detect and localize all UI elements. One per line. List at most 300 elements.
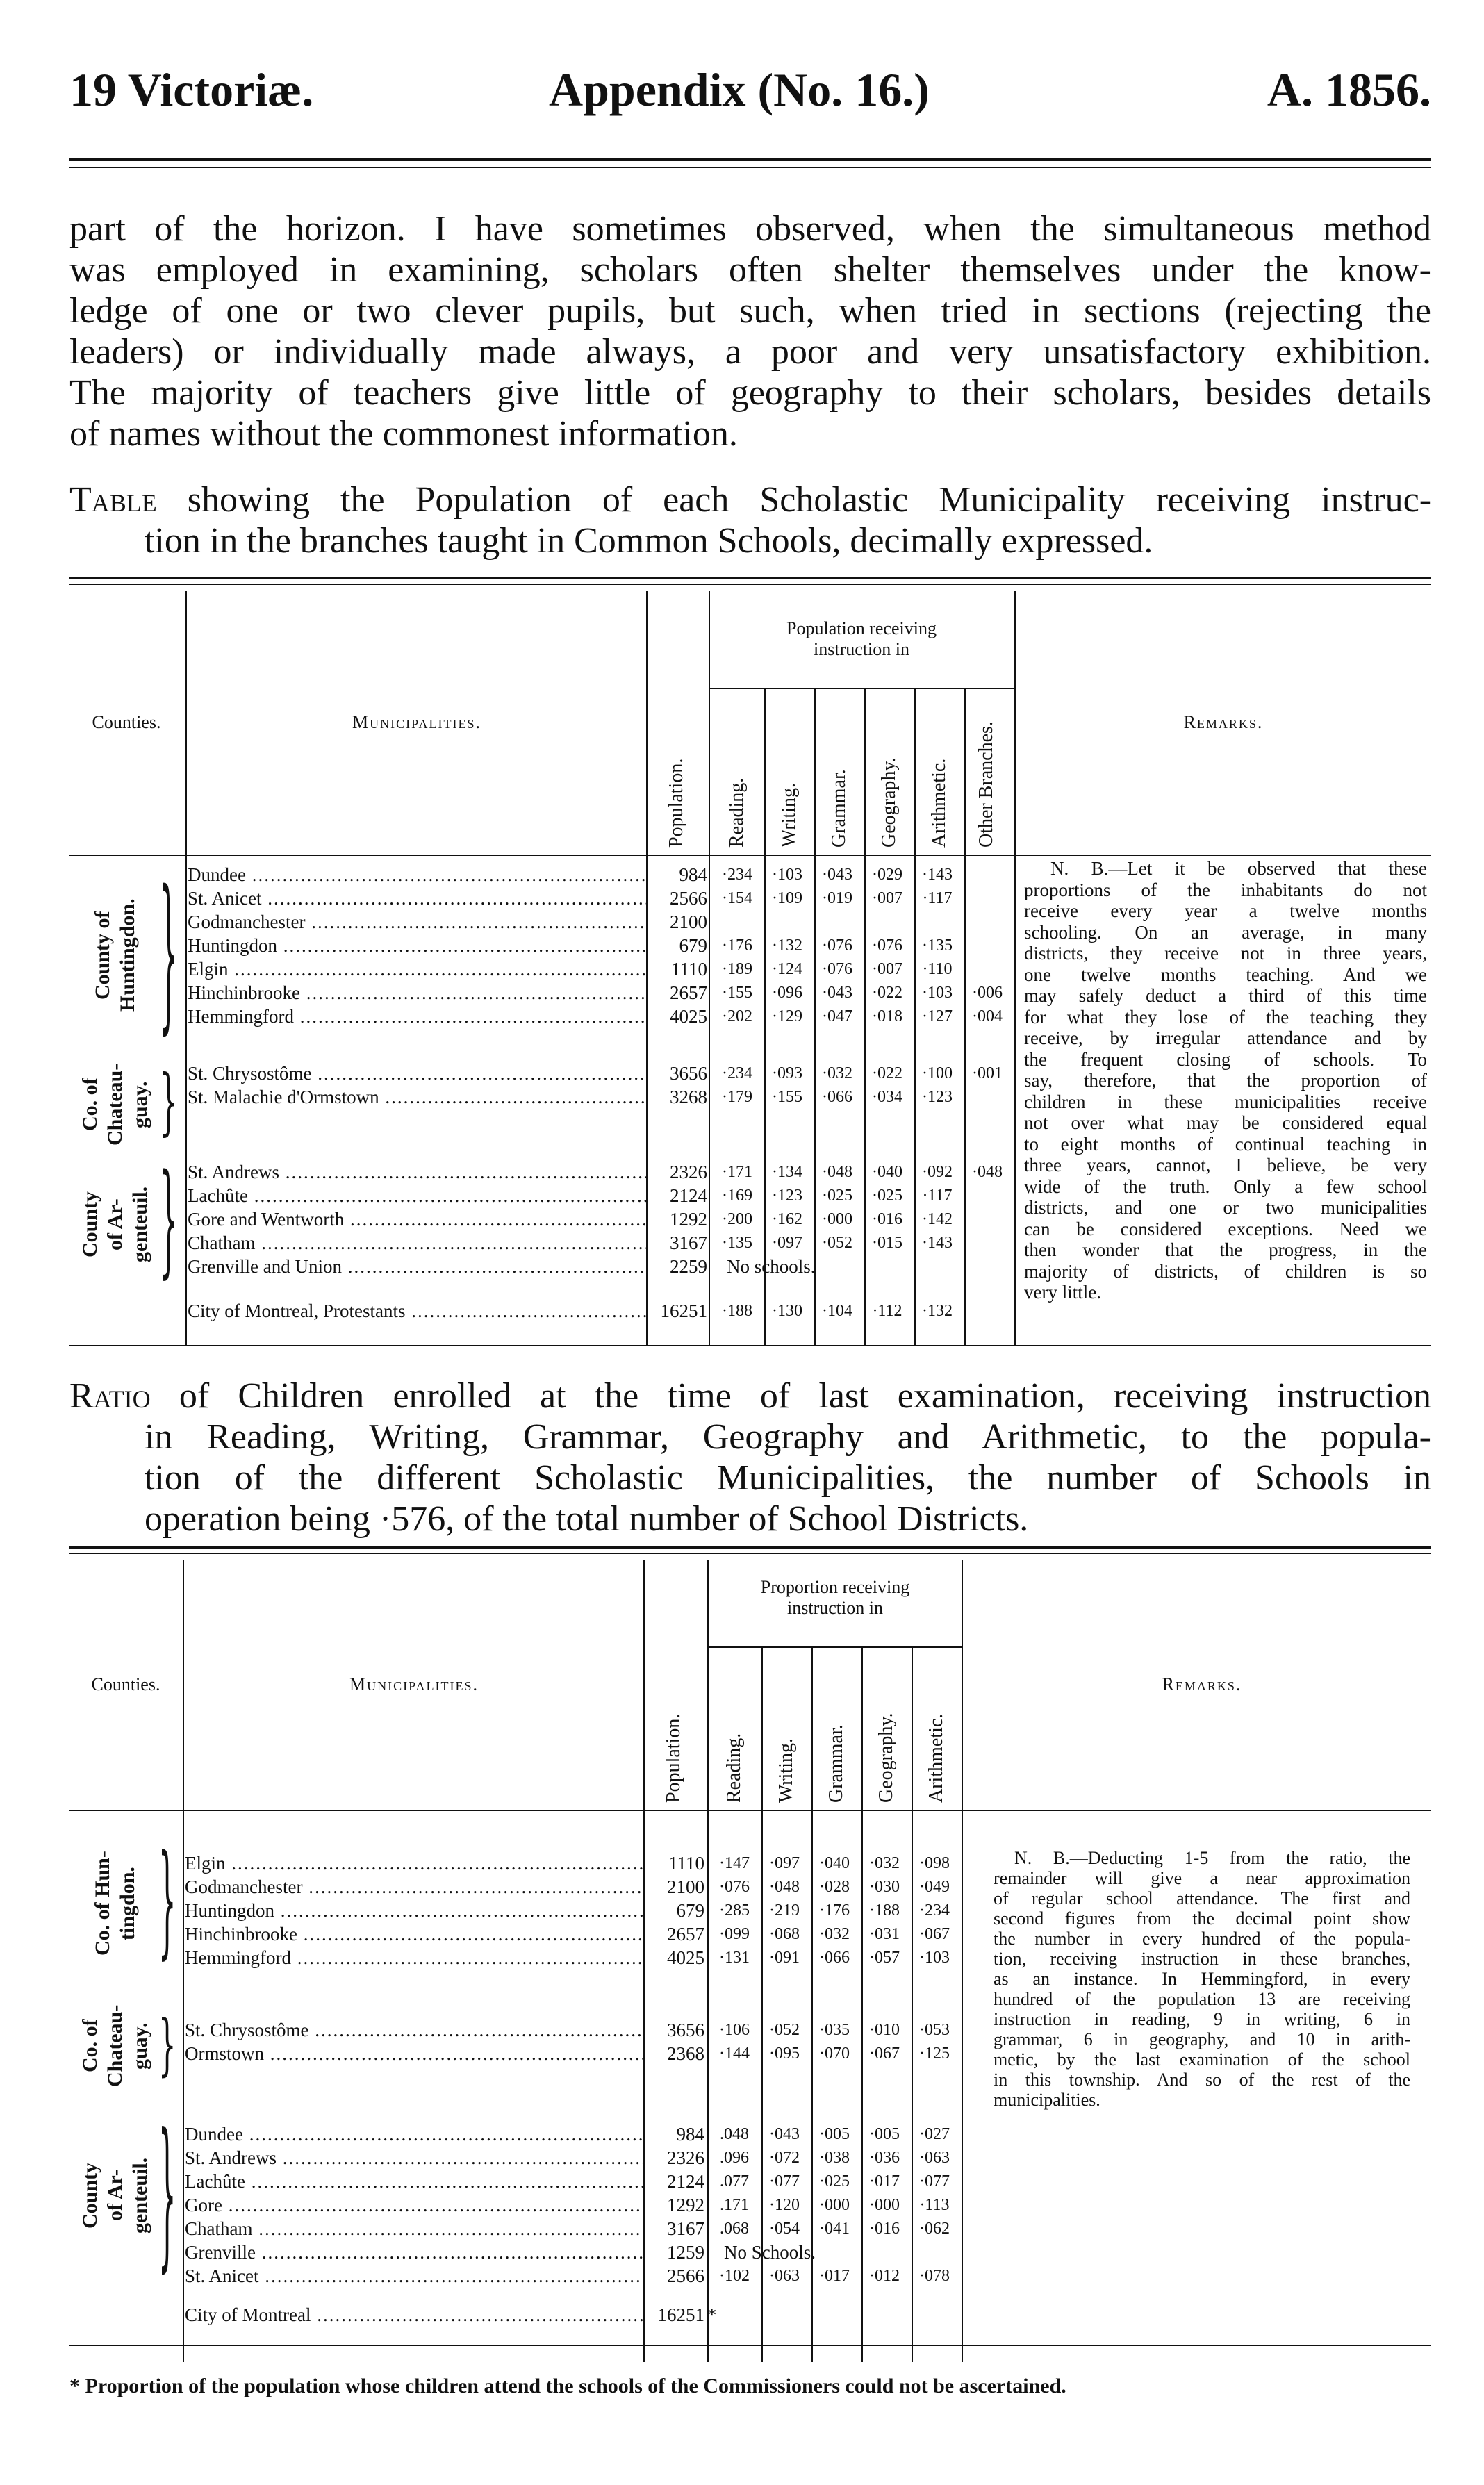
ratio-value: ·130 [772, 1302, 802, 1320]
col-header-reading: Reading. [726, 777, 748, 848]
ratio-value: ·102 [719, 2267, 750, 2285]
ratio-value: ·030 [869, 1878, 900, 1896]
remarks-line: N. B.—Deducting 1-5 from the ratio, the [1014, 1848, 1410, 1868]
municipality-name: Elgin ..... [188, 957, 646, 981]
county-line: tingdon. [116, 1867, 139, 1940]
remarks-line: wide of the truth. Only a few school [1024, 1175, 1427, 1197]
brace: } [158, 2007, 176, 2085]
no-schools-note: No Schools. [724, 2242, 816, 2263]
remarks-line: may safely deduct a third of this time [1024, 985, 1427, 1006]
ratio-value: ·048 [822, 1163, 852, 1181]
ratio-value: ·096 [772, 984, 802, 1002]
ratio-value: .077 [720, 2172, 749, 2190]
ratio-value: ·076 [719, 1878, 750, 1896]
remarks-line: for what they lose of the teaching they [1024, 1006, 1427, 1027]
population-value: 2566 [670, 888, 707, 909]
remarks-line: very little. [1024, 1282, 1101, 1303]
municipality-name: Huntingdon ..... [185, 1899, 643, 1922]
remarks-line: metic, by the last examination of the school [994, 2049, 1410, 2070]
ratio-value: ·017 [869, 2172, 900, 2190]
ratio-value: ·057 [869, 1949, 900, 1967]
table2 [69, 1546, 1431, 2362]
population-value: 2566 [667, 2265, 704, 2286]
municipality-name: Dundee ..... [188, 863, 646, 886]
table-row [69, 2146, 1431, 2170]
header-left: 19 Victoriæ. [69, 63, 314, 116]
county-line: County [79, 2162, 101, 2229]
ratio-value: ·019 [822, 889, 852, 907]
population-value: 1292 [667, 2195, 704, 2215]
population-value: 1259 [667, 2242, 704, 2263]
ratio-value: ·234 [722, 1064, 752, 1082]
group-rule [709, 688, 1014, 689]
remarks-line: N. B.—Let it be observed that these [1050, 858, 1427, 879]
ratio-value: ·032 [819, 1925, 850, 1943]
municipality-name: Godmanchester ..... [188, 910, 646, 934]
table2-caption-lead: Ratio [69, 1376, 151, 1416]
ratio-value: ·132 [772, 936, 802, 955]
remarks-line: remainder will give a near approximation [994, 1868, 1410, 1888]
ratio-value: .068 [720, 2220, 749, 2238]
remarks-line: of regular school attendance. The first and [994, 1888, 1410, 1908]
remarks-line: receive, by irregular attendance and by [1024, 1027, 1427, 1048]
population-value: 4025 [667, 1947, 704, 1968]
ratio-value: ·134 [772, 1163, 802, 1181]
remarks-line: grammar, 6 in geography, and 10 in arith- [994, 2029, 1410, 2049]
ratio-value: ·135 [922, 936, 953, 955]
ratio-value: ·049 [919, 1878, 950, 1896]
no-schools-note: No schools. [727, 1256, 816, 1277]
remarks-line: can be considered exceptions. Need we [1024, 1218, 1427, 1239]
ratio-value: ·076 [872, 936, 902, 955]
ratio-value: ·143 [922, 866, 953, 884]
population-value: 3656 [667, 2020, 704, 2040]
header-bottom-rule [69, 1810, 1431, 1811]
ratio-value: ·095 [769, 2045, 800, 2063]
table-row [69, 2264, 1431, 2288]
ratio-value: ·176 [819, 1901, 850, 1920]
population-value: 2100 [670, 911, 707, 932]
ratio-value: ·103 [772, 866, 802, 884]
municipality-name: Elgin ..... [185, 1851, 643, 1875]
col-header-geography: Geography. [878, 757, 900, 848]
county-line: genteuil. [129, 1186, 151, 1263]
municipality-name: St. Anicet ..... [185, 2264, 643, 2288]
ratio-value: ·025 [819, 2172, 850, 2190]
county-line: Chateau- [104, 1063, 126, 1146]
intro-line: leaders) or individually made always, a poor and very unsatisfactory exhibition. [69, 332, 1431, 372]
ratio-value: ·124 [772, 960, 802, 978]
remarks-line: proportions of the inhabitants do not [1024, 879, 1427, 900]
brace: } [160, 1150, 178, 1292]
remarks-line: in this township. And so of the rest of the [994, 2070, 1410, 2090]
ratio-value: ·022 [872, 1064, 902, 1082]
ratio-value: ·063 [919, 2149, 950, 2167]
ratio-value: ·018 [872, 1007, 902, 1025]
col-header-municipalities: Municipalities. [349, 1674, 479, 1694]
ratio-value: ·070 [819, 2045, 850, 2063]
remarks-line: receive every year a twelve months [1024, 900, 1427, 921]
ratio-value: ·098 [919, 1854, 950, 1872]
table-row [69, 2217, 1431, 2240]
ratio-value: ·015 [872, 1234, 902, 1252]
population-value: 2657 [670, 982, 707, 1003]
population-value: 2124 [667, 2171, 704, 2192]
ratio-value: ·078 [919, 2267, 950, 2285]
municipality-name: St. Chrysostôme ..... [185, 2018, 643, 2042]
municipality-name: Grenville and Union ..... [188, 1255, 646, 1278]
county-line: of Ar- [104, 2169, 126, 2222]
remarks-line: to eight months of continual teaching in [1024, 1133, 1427, 1155]
ratio-value: ·040 [872, 1163, 902, 1181]
municipality-name: Hinchinbrooke ..... [188, 981, 646, 1005]
col-header-municipalities: Municipalities. [352, 712, 481, 732]
remarks-line: hundred of the population 13 are receiving [994, 1989, 1410, 2009]
ratio-value: ·155 [772, 1088, 802, 1106]
remarks-line: municipalities. [994, 2090, 1100, 2110]
col-header-counties: Counties. [91, 1674, 160, 1694]
ratio-value: ·068 [769, 1925, 800, 1943]
county-line: Co. of [79, 1078, 101, 1132]
municipality-name: Ormstown ..... [185, 2042, 643, 2065]
header-rule-thick [69, 158, 1431, 161]
population-value: 2368 [667, 2043, 704, 2064]
remarks-line: schooling. On an average, in many [1024, 921, 1427, 943]
rule [69, 584, 1431, 585]
ratio-value: ·048 [769, 1878, 800, 1896]
running-header [69, 63, 1431, 125]
remarks-line: say, therefore, that the proportion of [1024, 1070, 1427, 1091]
ratio-value: ·113 [919, 2196, 950, 2214]
ratio-value: ·076 [822, 960, 852, 978]
table2-caption-line: tion of the different Scholastic Municipalities, the number of Schools in [145, 1458, 1431, 1498]
population-value: 2657 [667, 1924, 704, 1945]
col-header-arithmetic: Arithmetic. [928, 758, 950, 848]
population-value: 679 [679, 935, 707, 956]
brace: } [160, 1061, 178, 1144]
col-header-writing: Writing. [778, 783, 800, 848]
group-line: instruction in [814, 639, 909, 659]
ratio-value: .171 [720, 2196, 749, 2214]
ratio-value: ·097 [769, 1854, 800, 1872]
rule [69, 577, 1431, 579]
table-row [69, 2240, 1431, 2264]
ratio-value: ·016 [872, 1210, 902, 1228]
ratio-value: ·144 [719, 2045, 750, 2063]
ratio-value: ·100 [922, 1064, 953, 1082]
ratio-value: ·040 [819, 1854, 850, 1872]
table1-caption-line: showing the Population of each Scholastic Municipality receiving instruc- [187, 480, 1432, 520]
ratio-value: ·092 [922, 1163, 953, 1181]
ratio-value: ·034 [872, 1088, 902, 1106]
municipality-name: City of Montreal, Protestants ..... [188, 1299, 646, 1323]
county-line: County of [91, 911, 114, 1000]
ratio-value: ·000 [869, 2196, 900, 2214]
ratio-value: ·131 [719, 1949, 750, 1967]
ratio-value: ·062 [919, 2220, 950, 2238]
population-value: 2326 [670, 1162, 707, 1182]
ratio-value: ·129 [772, 1007, 802, 1025]
ratio-value: ·025 [822, 1187, 852, 1205]
population-value: 16251 [660, 1301, 707, 1321]
ratio-value: ·047 [822, 1007, 852, 1025]
ratio-value: ·162 [772, 1210, 802, 1228]
intro-line: was employed in examining, scholars often shelter themselves under the know- [69, 250, 1431, 290]
header-bottom-rule [69, 855, 1431, 856]
ratio-value: ·285 [719, 1901, 750, 1920]
ratio-value: ·004 [972, 1007, 1003, 1025]
table2-caption-line: operation being ·576, of the total number of School Districts. [145, 1499, 1029, 1539]
population-value: 3656 [670, 1063, 707, 1084]
ratio-value: ·132 [922, 1302, 953, 1320]
group-rule [707, 1646, 962, 1648]
brace: } [158, 2103, 176, 2289]
ratio-value: ·054 [769, 2220, 800, 2238]
county-line: genteuil. [129, 2157, 151, 2234]
table1-bottom-rule [69, 1345, 1431, 1346]
group-line: Population receiving [786, 618, 937, 638]
municipality-name: Hemmingford ..... [188, 1005, 646, 1028]
municipality-name: St. Andrews ..... [185, 2146, 643, 2170]
header-rule-thin [69, 167, 1431, 168]
col-header-arithmetic: Arithmetic. [925, 1713, 947, 1803]
ratio-value: ·076 [822, 936, 852, 955]
remarks-line: second figures from the decimal point show [994, 1908, 1410, 1929]
ratio-value: .048 [720, 2125, 749, 2143]
ratio-value: ·123 [922, 1088, 953, 1106]
ratio-value: ·025 [872, 1187, 902, 1205]
ratio-value: ·067 [869, 2045, 900, 2063]
table-row [69, 2170, 1431, 2193]
population-value: 679 [676, 1900, 704, 1921]
table1-caption-line: tion in the branches taught in Common Schools, decimally expressed. [145, 521, 1153, 561]
ratio-value: ·017 [819, 2267, 850, 2285]
ratio-value: ·200 [722, 1210, 752, 1228]
municipality-name: Hinchinbrooke ..... [185, 1922, 643, 1946]
table2-remarks [994, 1848, 1410, 2110]
population-value: 3268 [670, 1087, 707, 1107]
ratio-value: ·028 [819, 1878, 850, 1896]
remarks-line: the frequent closing of schools. To [1024, 1048, 1427, 1070]
municipality-name: Grenville ..... [185, 2240, 643, 2264]
intro-paragraph [69, 208, 1431, 454]
municipality-name: Lachûte ..... [188, 1184, 646, 1207]
ratio-value: ·155 [722, 984, 752, 1002]
table1-caption [69, 479, 1431, 561]
ratio-value: ·043 [822, 984, 852, 1002]
table1 [69, 577, 1431, 1348]
county-line: Co. of [79, 2019, 101, 2073]
ratio-value: ·035 [819, 2021, 850, 2039]
population-value: 16251 [657, 2304, 704, 2325]
ratio-value: ·029 [872, 866, 902, 884]
municipality-name: St. Anicet ..... [188, 886, 646, 910]
ratio-value: ·117 [922, 1187, 953, 1205]
county-line: County [79, 1191, 101, 1258]
population-value: 1110 [671, 959, 707, 980]
ratio-value: ·052 [822, 1234, 852, 1252]
municipality-name: Lachûte ..... [185, 2170, 643, 2193]
ratio-value: ·103 [919, 1949, 950, 1967]
ratio-value: ·043 [822, 866, 852, 884]
ratio-value: ·007 [872, 889, 902, 907]
ratio-value: ·188 [869, 1901, 900, 1920]
ratio-value: .096 [720, 2149, 749, 2167]
county-line: Huntingdon. [116, 898, 139, 1012]
table2-caption-line: in Reading, Writing, Grammar, Geography and Arithmetic, to the popula- [145, 1417, 1431, 1457]
ratio-value: ·000 [822, 1210, 852, 1228]
col-header-population: Population. [666, 758, 687, 848]
intro-line: ledge of one or two clever pupils, but such, when tried in sections (rejecting the [69, 291, 1431, 331]
municipality-name: Hemmingford ..... [185, 1946, 643, 1970]
header-center: Appendix (No. 16.) [549, 63, 930, 116]
ratio-value: ·125 [919, 2045, 950, 2063]
remarks-line: not over what may be considered equal [1024, 1112, 1427, 1133]
ratio-value: ·188 [722, 1302, 752, 1320]
ratio-value: ·010 [869, 2021, 900, 2039]
ratio-value: ·066 [822, 1088, 852, 1106]
ratio-value: ·000 [819, 2196, 850, 2214]
remarks-line: majority of districts, of children is so [1024, 1260, 1427, 1282]
municipality-name: Godmanchester ..... [185, 1875, 643, 1899]
ratio-value: ·112 [872, 1302, 902, 1320]
county-line: guay. [129, 1081, 151, 1128]
table2-caption-line: of Children enrolled at the time of last examination, receiving instruction [179, 1376, 1432, 1416]
col-header-remarks: Remarks. [1162, 1674, 1242, 1694]
ratio-value: ·005 [869, 2125, 900, 2143]
col-header-grammar: Grammar. [828, 769, 850, 848]
footnote: * Proportion of the population whose children attend the schools of the Commissioners could not be ascertained. [69, 2375, 1066, 2397]
col-header-remarks: Remarks. [1183, 712, 1264, 732]
municipality-name: St. Malachie d'Ormstown ..... [188, 1085, 646, 1109]
ratio-value: ·053 [919, 2021, 950, 2039]
remarks-line: instruction in reading, 9 in writing, 6 in [994, 2009, 1410, 2029]
header-right: A. 1856. [1267, 63, 1431, 116]
ratio-value: ·202 [722, 1007, 752, 1025]
ratio-value: ·005 [819, 2125, 850, 2143]
ratio-value: ·006 [972, 984, 1003, 1002]
footnote-mark: * [707, 2304, 717, 2325]
col-header-other-branches: Other Branches. [975, 721, 997, 848]
col-header-counties: Counties. [92, 712, 161, 732]
county-line: of Ar- [104, 1198, 126, 1250]
population-value: 984 [676, 2124, 704, 2145]
municipality-name: St. Andrews ..... [188, 1160, 646, 1184]
col-header-group [710, 1577, 960, 1619]
ratio-value: ·154 [722, 889, 752, 907]
ratio-value: ·052 [769, 2021, 800, 2039]
ratio-value: ·169 [722, 1187, 752, 1205]
population-value: 2100 [667, 1876, 704, 1897]
municipality-name: St. Chrysostôme ..... [188, 1062, 646, 1085]
table1-remarks [1024, 858, 1427, 1303]
population-value: 1110 [668, 1853, 704, 1874]
population-value: 3167 [667, 2218, 704, 2239]
municipality-name: Gore ..... [185, 2193, 643, 2217]
table-row [69, 2122, 1431, 2146]
ratio-value: ·120 [769, 2196, 800, 2214]
municipality-name: Huntingdon ..... [188, 934, 646, 957]
ratio-value: ·007 [872, 960, 902, 978]
ratio-value: ·179 [722, 1088, 752, 1106]
population-value: 984 [679, 864, 707, 885]
ratio-value: ·234 [722, 866, 752, 884]
col-header-geography: Geography. [875, 1712, 897, 1803]
population-value: 1292 [670, 1209, 707, 1230]
county-line: guay. [129, 2022, 151, 2070]
ratio-value: ·022 [872, 984, 902, 1002]
ratio-value: ·036 [869, 2149, 900, 2167]
ratio-value: ·001 [972, 1064, 1003, 1082]
table-row [69, 2193, 1431, 2217]
ratio-value: ·099 [719, 1925, 750, 1943]
county-line: Co. of Hun- [91, 1851, 114, 1956]
group-line: instruction in [787, 1598, 883, 1618]
ratio-value: ·189 [722, 960, 752, 978]
col-header-group [712, 618, 1011, 660]
ratio-value: ·135 [722, 1234, 752, 1252]
ratio-value: ·038 [819, 2149, 850, 2167]
ratio-value: ·097 [772, 1234, 802, 1252]
table2-caption [69, 1376, 1431, 1539]
ratio-value: ·142 [922, 1210, 953, 1228]
ratio-value: ·123 [772, 1187, 802, 1205]
ratio-value: ·031 [869, 1925, 900, 1943]
ratio-value: ·016 [869, 2220, 900, 2238]
ratio-value: ·110 [922, 960, 953, 978]
population-value: 2124 [670, 1185, 707, 1206]
remarks-line: as an instance. In Hemmingford, in every [994, 1969, 1410, 1989]
intro-line: of names without the commonest information. [69, 414, 738, 454]
ratio-value: ·077 [769, 2172, 800, 2190]
col-header-writing: Writing. [775, 1738, 797, 1803]
ratio-value: ·127 [922, 1007, 953, 1025]
municipality-name: Chatham ..... [188, 1231, 646, 1255]
ratio-value: ·109 [772, 889, 802, 907]
col-header-reading: Reading. [723, 1733, 745, 1803]
remarks-line: three years, cannot, I believe, be very [1024, 1155, 1427, 1175]
ratio-value: ·066 [819, 1949, 850, 1967]
ratio-value: ·143 [922, 1234, 953, 1252]
ratio-value: ·048 [972, 1163, 1003, 1181]
table1-caption-lead: Table [69, 480, 157, 520]
population-value: 2326 [667, 2147, 704, 2168]
ratio-value: ·176 [722, 936, 752, 955]
municipality-name: City of Montreal ..... [185, 2303, 643, 2327]
ratio-value: ·104 [822, 1302, 852, 1320]
municipality-name: Gore and Wentworth ..... [188, 1207, 646, 1231]
remarks-line: then wonder that the progress, in the [1024, 1239, 1427, 1260]
brace: } [158, 1831, 176, 1973]
intro-line: The majority of teachers give little of geography to their scholars, besides details [69, 373, 1431, 413]
ratio-value: ·147 [719, 1854, 750, 1872]
ratio-value: ·219 [769, 1901, 800, 1920]
ratio-value: ·117 [922, 889, 953, 907]
remarks-line: tion, receiving instruction in these branches, [994, 1949, 1410, 1969]
population-value: 3167 [670, 1232, 707, 1253]
ratio-value: ·106 [719, 2021, 750, 2039]
brace: } [160, 859, 178, 1051]
municipality-name: Chatham ..... [185, 2217, 643, 2240]
ratio-value: ·032 [869, 1854, 900, 1872]
rule [69, 1546, 1431, 1549]
county-line: Chateau- [104, 2004, 126, 2088]
remarks-line: the number in every hundred of the popula- [994, 1929, 1410, 1949]
ratio-value: ·091 [769, 1949, 800, 1967]
table2-bottom-rule [69, 2345, 1431, 2346]
group-line: Proportion receiving [760, 1577, 910, 1597]
col-header-population: Population. [663, 1713, 684, 1803]
